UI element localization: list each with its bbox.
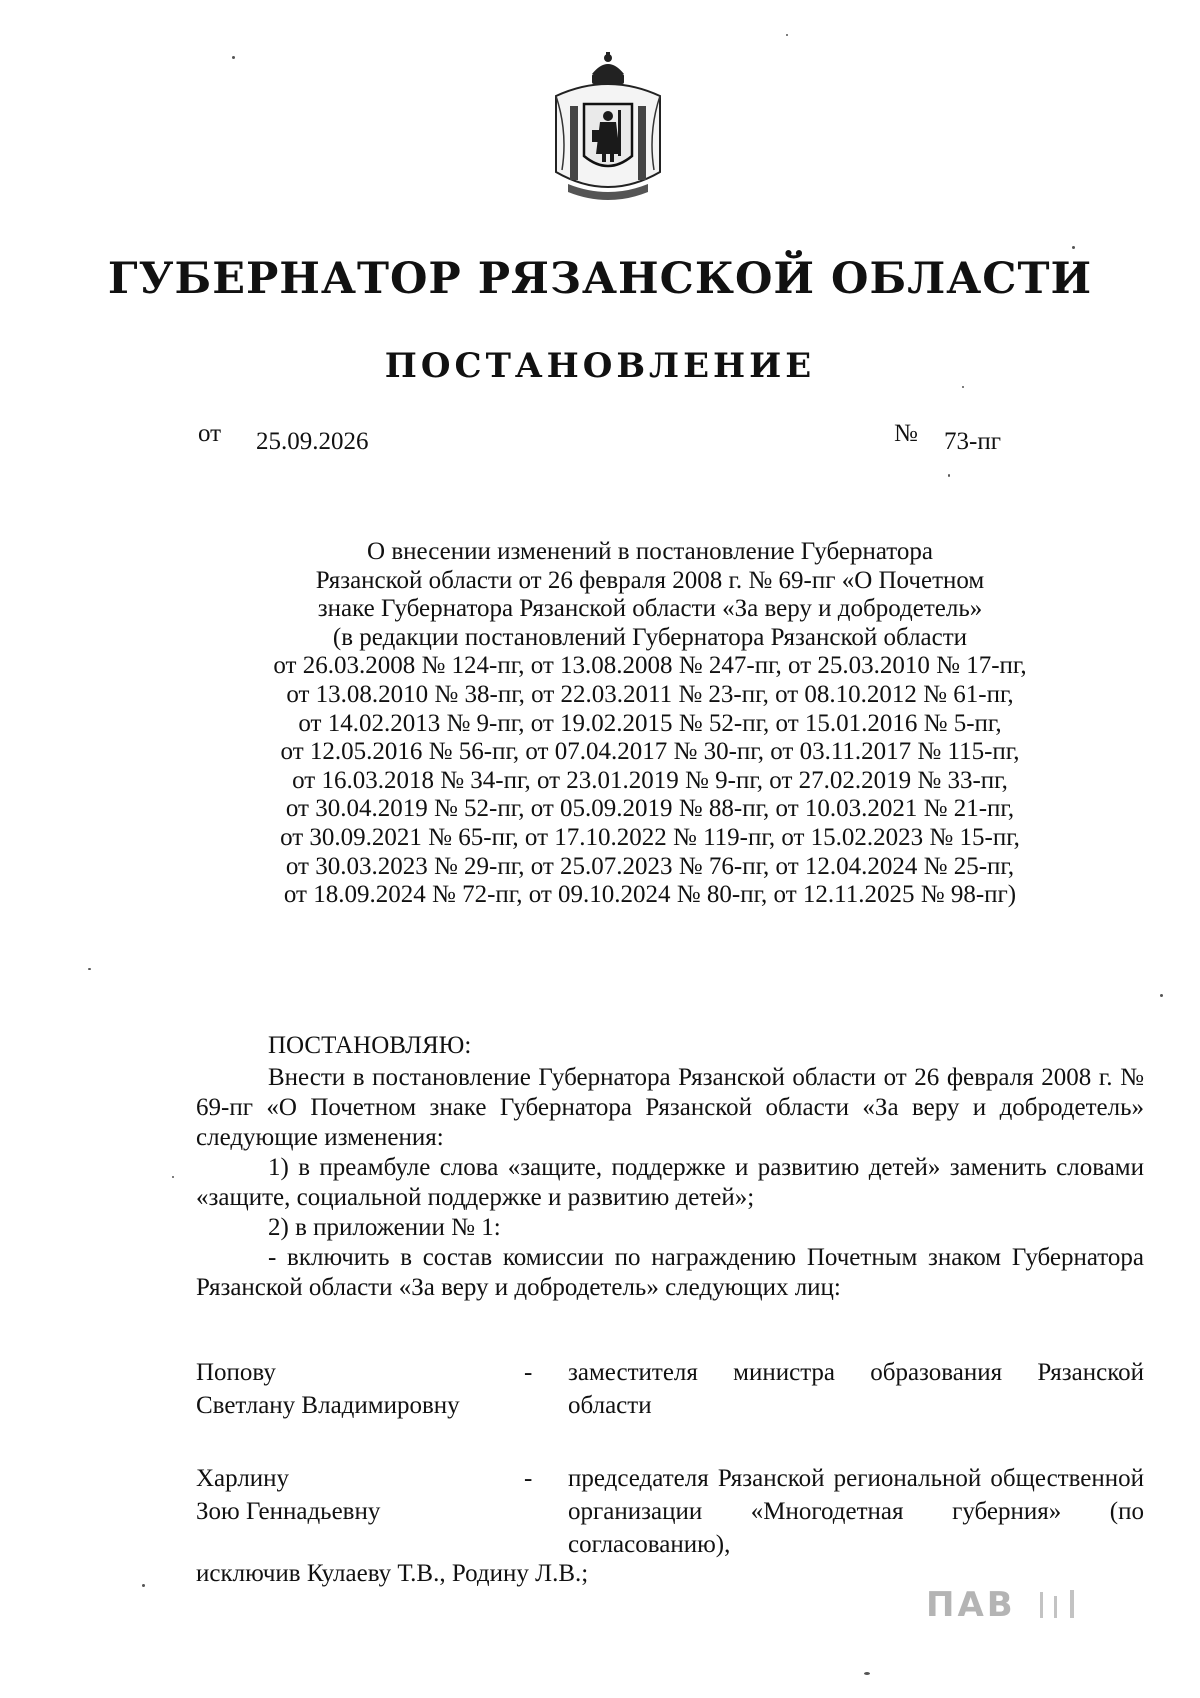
- scan-speck: [1072, 246, 1075, 249]
- number-label: №: [894, 420, 918, 447]
- subject-line: от 14.02.2013 № 9-пг, от 19.02.2015 № 52-пг, от 15.01.2016 № 5-пг,: [298, 709, 1002, 737]
- member-name: [196, 1462, 516, 1528]
- issuing-authority-title: ГУБЕРНАТОР РЯЗАНСКОЙ ОБЛАСТИ: [107, 254, 1093, 304]
- document-type-title: ПОСТАНОВЛЕНИЕ: [384, 346, 816, 386]
- scan-speck: [172, 1176, 174, 1178]
- document-date: 25.09.2026: [256, 428, 369, 455]
- scan-speck: [786, 34, 788, 36]
- member-dash: -: [524, 1359, 533, 1386]
- member-dash: -: [524, 1465, 533, 1492]
- faint-stamp-mark: [920, 1582, 1090, 1626]
- subject-line: от 18.09.2024 № 72-пг, от 09.10.2024 № 80-пг, от 12.11.2025 № 98-пг): [283, 881, 1017, 909]
- subject-line: от 26.03.2008 № 124-пг, от 13.08.2008 № 247-пг, от 25.03.2010 № 17-пг,: [273, 652, 1027, 680]
- member-given-names: Светлану Владимировну: [196, 1392, 460, 1419]
- scan-speck: [948, 474, 950, 477]
- intro-paragraph: Внести в постановление Губернатора Рязанской области от 26 февраля 2008 г. № 69-пг «О Почетном знаке Губернатора Рязанской области «За веру и добродетель» следующие изменения:: [196, 1064, 1144, 1151]
- subject-line: от 30.09.2021 № 65-пг, от 17.10.2022 № 119-пг, от 15.02.2023 № 15-пг,: [280, 823, 1020, 851]
- subject-line: от 16.03.2018 № 34-пг, от 23.01.2019 № 9-пг, от 27.02.2019 № 33-пг,: [292, 766, 1008, 794]
- member-surname: Попову: [196, 1359, 276, 1386]
- scan-speck: [232, 56, 235, 59]
- subject-line: знаке Губернатора Рязанской области «За веру и добродетель»: [317, 595, 983, 623]
- item-2-subparagraph: - включить в состав комиссии по награждению Почетным знаком Губернатора Рязанской области «За веру и добродетель» следующих лиц:: [196, 1244, 1144, 1301]
- scan-speck: [142, 1584, 145, 1587]
- subject-line: от 12.05.2016 № 56-пг, от 07.04.2017 № 30-пг, от 03.11.2017 № 115-пг,: [280, 738, 1020, 766]
- member-position: председателя Рязанской региональной общественной организации «Многодетная губерния» (по согласованию),: [568, 1465, 1144, 1558]
- svg-text:ПАВ: ПАВ: [926, 1585, 1016, 1625]
- item-1-paragraph: 1) в преамбуле слова «защите, поддержке и развитию детей» заменить словами «защите, социальной поддержке и развитию детей»;: [196, 1154, 1144, 1211]
- coat-of-arms-emblem: [548, 52, 668, 212]
- subject-line: Рязанской области от 26 февраля 2008 г. № 69-пг «О Почетном: [315, 566, 985, 594]
- document-subject: [190, 538, 1110, 910]
- subject-line: от 30.03.2023 № 29-пг, от 25.07.2023 № 76-пг, от 12.04.2024 № 25-пг,: [285, 852, 1015, 880]
- scan-speck: [864, 1672, 870, 1675]
- subject-line: от 13.08.2010 № 38-пг, от 22.03.2011 № 23-пг, от 08.10.2012 № 61-пг,: [286, 680, 1014, 708]
- scan-speck: [88, 968, 91, 970]
- item-2-paragraph: 2) в приложении № 1:: [268, 1214, 501, 1241]
- closing-line: исключив Кулаеву Т.В., Родину Л.В.;: [196, 1560, 589, 1587]
- subject-line: от 30.04.2019 № 52-пг, от 05.09.2019 № 88-пг, от 10.03.2021 № 21-пг,: [285, 795, 1015, 823]
- document-body: [196, 1063, 1144, 1303]
- member-given-names: Зою Геннадьевну: [196, 1498, 381, 1525]
- scan-speck: [1160, 994, 1163, 997]
- subject-line: О внесении изменений в постановление Губернатора: [367, 538, 933, 565]
- subject-line: (в редакции постановлений Губернатора Рязанской области: [332, 623, 968, 651]
- date-label: от: [198, 420, 222, 447]
- member-surname: Харлину: [196, 1465, 290, 1492]
- member-name: [196, 1356, 516, 1422]
- scan-speck: [962, 386, 964, 388]
- member-position: заместителя министра образования Рязанской области: [568, 1359, 1144, 1419]
- document-number: 73-пг: [944, 428, 1001, 455]
- decree-word: ПОСТАНОВЛЯЮ:: [268, 1032, 472, 1059]
